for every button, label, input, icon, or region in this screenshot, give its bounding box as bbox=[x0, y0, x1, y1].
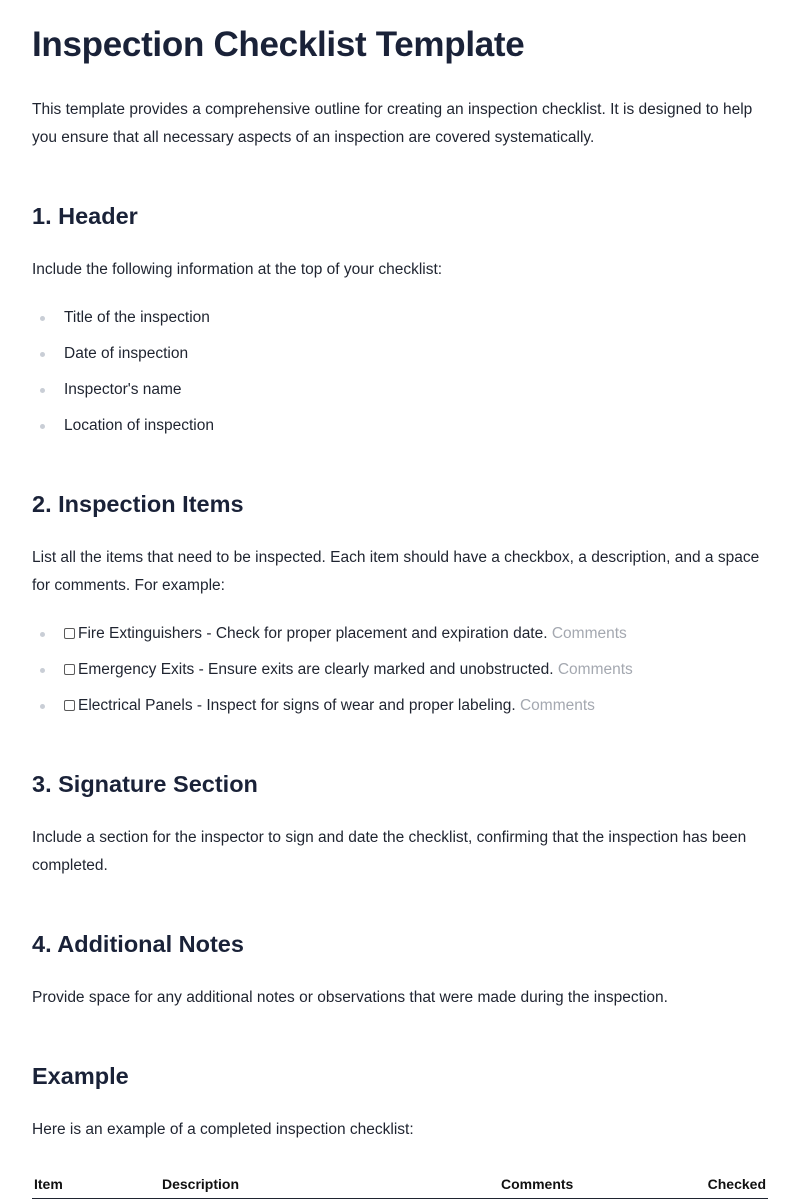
section-notes-text: Provide space for any additional notes or observations that were made during the inspection. bbox=[32, 989, 668, 1006]
section-header-heading: 1. Header bbox=[32, 203, 138, 229]
list-item: Location of inspection bbox=[32, 408, 214, 444]
bullet-icon bbox=[40, 668, 45, 673]
checkbox[interactable] bbox=[64, 628, 75, 639]
example-table bbox=[32, 1172, 768, 1199]
list-item: Title of the inspection bbox=[32, 300, 214, 336]
comments-field[interactable]: Comments bbox=[551, 625, 627, 642]
checklist-item bbox=[32, 688, 633, 724]
list-item: Inspector's name bbox=[32, 372, 214, 408]
intro-paragraph: This template provides a comprehensive outline for creating an inspection checklist. It is designed to help you ensure that all necessary aspects of an inspection are covered systematically. bbox=[32, 101, 753, 146]
checklist-item-label: Electrical Panels - Inspect for signs of wear and proper labeling. bbox=[78, 697, 516, 714]
list-item: Date of inspection bbox=[32, 336, 214, 372]
checkbox[interactable] bbox=[64, 700, 75, 711]
checklist-item bbox=[32, 616, 633, 652]
comments-field[interactable]: Comments bbox=[557, 661, 633, 678]
checklist-item-label: Fire Extinguishers - Check for proper placement and expiration date. bbox=[78, 625, 548, 642]
column-header-description: Description bbox=[160, 1172, 499, 1199]
inspection-items-list bbox=[32, 616, 633, 724]
table-header-row bbox=[32, 1172, 768, 1199]
header-info-list bbox=[32, 300, 214, 444]
column-header-item: Item bbox=[32, 1172, 160, 1199]
bullet-icon bbox=[40, 316, 45, 321]
section-example-text: Here is an example of a completed inspection checklist: bbox=[32, 1121, 414, 1138]
section-notes-heading: 4. Additional Notes bbox=[32, 931, 244, 957]
checklist-item-label: Emergency Exits - Ensure exits are clearly marked and unobstructed. bbox=[78, 661, 554, 678]
section-example-heading: Example bbox=[32, 1063, 129, 1089]
section-signature-text: Include a section for the inspector to sign and date the checklist, confirming that the inspection has been completed. bbox=[32, 829, 747, 874]
section-signature-heading: 3. Signature Section bbox=[32, 771, 258, 797]
page-title: Inspection Checklist Template bbox=[32, 25, 525, 64]
bullet-icon bbox=[40, 424, 45, 429]
checklist-item bbox=[32, 652, 633, 688]
bullet-icon bbox=[40, 632, 45, 637]
bullet-icon bbox=[40, 704, 45, 709]
column-header-checked: Checked bbox=[647, 1172, 768, 1199]
section-header-text: Include the following information at the top of your checklist: bbox=[32, 261, 443, 278]
section-inspection-items-text: List all the items that need to be inspected. Each item should have a checkbox, a description, and a space for comments. For example: bbox=[32, 549, 760, 594]
section-inspection-items-heading: 2. Inspection Items bbox=[32, 491, 244, 517]
bullet-icon bbox=[40, 352, 45, 357]
checkbox[interactable] bbox=[64, 664, 75, 675]
comments-field[interactable]: Comments bbox=[519, 697, 595, 714]
column-header-comments: Comments bbox=[499, 1172, 647, 1199]
bullet-icon bbox=[40, 388, 45, 393]
